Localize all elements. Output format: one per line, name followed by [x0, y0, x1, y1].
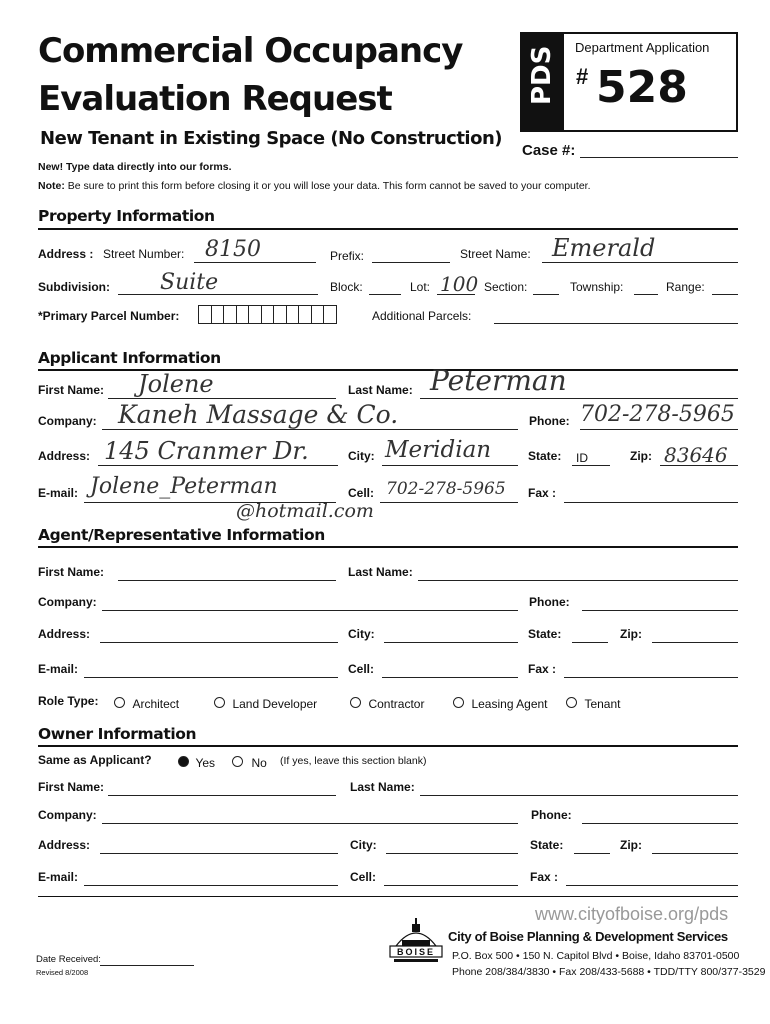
owner-fax-label: Fax : [530, 870, 559, 884]
footer-organization: City of Boise Planning & Development Services [448, 929, 728, 944]
agent-first-name-line[interactable] [118, 580, 336, 581]
property-heading: Property Information [38, 207, 215, 225]
case-number-label: Case #: [522, 142, 576, 159]
street-number-value: 8150 [205, 237, 261, 262]
applicant-first-name-value: Jolene [138, 370, 214, 398]
agent-zip-line[interactable] [652, 642, 738, 643]
owner-phone-line[interactable] [582, 823, 738, 824]
agent-email-line[interactable] [84, 677, 338, 678]
same-as-applicant-note: (If yes, leave this section blank) [280, 755, 427, 767]
case-number-line[interactable] [580, 157, 738, 158]
agent-company-label: Company: [38, 595, 97, 609]
street-number-line[interactable] [194, 262, 316, 263]
agent-rule [38, 546, 738, 548]
same-yes-option[interactable] [178, 754, 215, 772]
owner-state-line[interactable] [574, 853, 610, 854]
footer-phone: Phone 208/384/3830 • Fax 208/433-5688 • TDD/TTY 800/377-3529 [452, 966, 766, 978]
owner-company-label: Company: [38, 808, 97, 822]
agent-company-line[interactable] [102, 610, 518, 611]
same-yes-radio[interactable] [178, 756, 189, 767]
subdivision-value: Suite [160, 270, 219, 295]
form-title-line2: Evaluation Request [38, 79, 392, 119]
block-label: Block: [330, 280, 363, 294]
role-tenant-label: Tenant [584, 697, 621, 711]
applicant-address-label: Address: [38, 449, 91, 463]
owner-address-line[interactable] [100, 853, 338, 854]
new-note [38, 161, 232, 173]
owner-email-label: E-mail: [38, 870, 79, 884]
owner-email-line[interactable] [84, 885, 338, 886]
prefix-label: Prefix: [330, 249, 365, 263]
primary-parcel-boxes[interactable] [198, 305, 336, 324]
applicant-fax-label: Fax : [528, 486, 557, 500]
street-name-line[interactable] [542, 262, 738, 263]
property-address-label: Address : [38, 247, 94, 261]
applicant-first-name-line[interactable] [108, 398, 336, 399]
role-contractor-label: Contractor [368, 697, 425, 711]
applicant-phone-value: 702-278-5965 [580, 402, 735, 427]
same-no-option[interactable] [232, 754, 267, 772]
agent-fax-label: Fax : [528, 662, 557, 676]
form-title-line1: Commercial Occupancy [38, 31, 463, 71]
applicant-state-label: State: [528, 449, 562, 463]
applicant-phone-label: Phone: [529, 414, 570, 428]
owner-heading: Owner Information [38, 725, 197, 743]
owner-city-label: City: [350, 838, 377, 852]
agent-phone-line[interactable] [582, 610, 738, 611]
range-line[interactable] [712, 294, 738, 295]
agent-address-line[interactable] [100, 642, 338, 643]
role-architect-radio[interactable] [114, 697, 125, 708]
role-land-developer-label: Land Developer [232, 697, 318, 711]
additional-parcels-line[interactable] [494, 323, 738, 324]
form-subtitle: New Tenant in Existing Space (No Construction) [40, 128, 503, 149]
role-land-developer-radio[interactable] [214, 697, 225, 708]
applicant-state-line[interactable] [572, 465, 610, 466]
applicant-email-value: Jolene_Peterman [90, 474, 278, 499]
agent-city-label: City: [348, 627, 375, 641]
agent-state-label: State: [528, 627, 562, 641]
applicant-company-label: Company: [38, 414, 97, 428]
role-leasing-agent-option[interactable] [453, 695, 548, 713]
agent-address-label: Address: [38, 627, 91, 641]
application-number: 528 [596, 62, 688, 113]
street-name-label: Street Name: [460, 247, 531, 261]
agent-last-name-line[interactable] [418, 580, 738, 581]
revised-date: Revised 8/2008 [36, 968, 89, 977]
applicant-cell-label: Cell: [348, 486, 375, 500]
save-note-text: Be sure to print this form before closing it or you will lose your data. This form cannot be saved to your computer. [67, 180, 591, 192]
section-line[interactable] [533, 294, 559, 295]
role-architect-option[interactable] [114, 695, 179, 713]
owner-cell-label: Cell: [350, 870, 377, 884]
applicant-cell-value: 702-278-5965 [386, 479, 506, 499]
save-note-label: Note: [38, 180, 65, 192]
agent-state-line[interactable] [572, 642, 608, 643]
applicant-heading: Applicant Information [38, 349, 221, 367]
same-no-label: No [251, 756, 267, 770]
applicant-last-name-line[interactable] [420, 398, 738, 399]
applicant-fax-line[interactable] [564, 502, 738, 503]
owner-last-name-label: Last Name: [350, 780, 415, 794]
property-rule [38, 228, 738, 230]
owner-cell-line[interactable] [384, 885, 518, 886]
township-label: Township: [570, 280, 624, 294]
owner-city-line[interactable] [386, 853, 518, 854]
applicant-zip-label: Zip: [630, 449, 652, 463]
township-line[interactable] [634, 294, 658, 295]
applicant-address-value: 145 Cranmer Dr. [104, 437, 309, 465]
applicant-company-line[interactable] [102, 429, 518, 430]
owner-state-label: State: [530, 838, 564, 852]
same-yes-label: Yes [195, 756, 216, 770]
applicant-city-line[interactable] [382, 465, 518, 466]
agent-cell-label: Cell: [348, 662, 375, 676]
lot-label: Lot: [410, 280, 431, 294]
role-leasing-agent-label: Leasing Agent [471, 697, 548, 711]
block-line[interactable] [369, 294, 401, 295]
range-label: Range: [666, 280, 705, 294]
applicant-city-value: Meridian [385, 437, 492, 463]
role-type-label: Role Type: [38, 694, 99, 708]
footer-address: P.O. Box 500 • 150 N. Capitol Blvd • Boise, Idaho 83701-0500 [452, 950, 740, 962]
owner-first-name-line[interactable] [108, 795, 336, 796]
hash-sign: # [576, 64, 589, 89]
agent-zip-label: Zip: [620, 627, 642, 641]
street-number-label: Street Number: [103, 247, 185, 261]
lot-value: 100 [440, 272, 479, 296]
applicant-last-name-value: Peterman [430, 364, 567, 397]
agent-city-line[interactable] [384, 642, 518, 643]
role-contractor-option[interactable] [350, 695, 424, 713]
applicant-last-name-label: Last Name: [348, 383, 413, 397]
primary-parcel-label: *Primary Parcel Number: [38, 309, 180, 323]
owner-rule [38, 745, 738, 747]
applicant-state-value: ID [576, 451, 588, 465]
applicant-address-line[interactable] [98, 465, 338, 466]
prefix-line[interactable] [372, 262, 450, 263]
agent-heading: Agent/Representative Information [38, 526, 325, 544]
agent-phone-label: Phone: [529, 595, 570, 609]
save-note [38, 180, 591, 192]
owner-last-name-line[interactable] [420, 795, 738, 796]
applicant-first-name-label: First Name: [38, 383, 105, 397]
same-no-radio[interactable] [232, 756, 243, 767]
owner-fax-line[interactable] [566, 885, 738, 886]
owner-zip-line[interactable] [652, 853, 738, 854]
applicant-email-label: E-mail: [38, 486, 79, 500]
new-note-text: Type data directly into our forms. [66, 161, 232, 173]
owner-phone-label: Phone: [531, 808, 572, 822]
role-tenant-radio[interactable] [566, 697, 577, 708]
owner-zip-label: Zip: [620, 838, 642, 852]
applicant-email-value-2: @hotmail.com [236, 500, 374, 522]
agent-email-label: E-mail: [38, 662, 79, 676]
applicant-city-label: City: [348, 449, 375, 463]
applicant-company-value: Kaneh Massage & Co. [118, 400, 399, 429]
city-seal-text: BOISE [396, 947, 436, 957]
agent-first-name-label: First Name: [38, 565, 105, 579]
date-received-label: Date Received: [36, 954, 101, 965]
role-architect-label: Architect [132, 697, 180, 711]
agent-cell-line[interactable] [382, 677, 518, 678]
agent-fax-line[interactable] [564, 677, 738, 678]
role-leasing-agent-radio[interactable] [453, 697, 464, 708]
additional-parcels-label: Additional Parcels: [372, 309, 472, 323]
owner-company-line[interactable] [102, 823, 518, 824]
footer-rule [38, 896, 738, 897]
new-note-label: New! [38, 161, 64, 173]
city-seal-icon [388, 918, 444, 970]
role-land-developer-option[interactable] [214, 695, 317, 713]
street-name-value: Emerald [552, 234, 656, 262]
applicant-phone-line[interactable] [580, 429, 738, 430]
date-received-line[interactable] [100, 965, 194, 966]
agent-last-name-label: Last Name: [348, 565, 413, 579]
subdivision-label: Subdivision: [38, 280, 110, 294]
footer-website[interactable]: www.cityofboise.org/pds [535, 904, 729, 924]
role-tenant-option[interactable] [566, 695, 620, 713]
role-contractor-radio[interactable] [350, 697, 361, 708]
owner-address-label: Address: [38, 838, 91, 852]
applicant-cell-line[interactable] [380, 502, 518, 503]
section-label: Section: [484, 280, 528, 294]
department-application-label: Department Application [575, 40, 710, 55]
applicant-zip-value: 83646 [664, 443, 728, 467]
pds-logo-text: PDS [527, 45, 557, 105]
owner-first-name-label: First Name: [38, 780, 105, 794]
same-as-applicant-label: Same as Applicant? [38, 753, 152, 767]
